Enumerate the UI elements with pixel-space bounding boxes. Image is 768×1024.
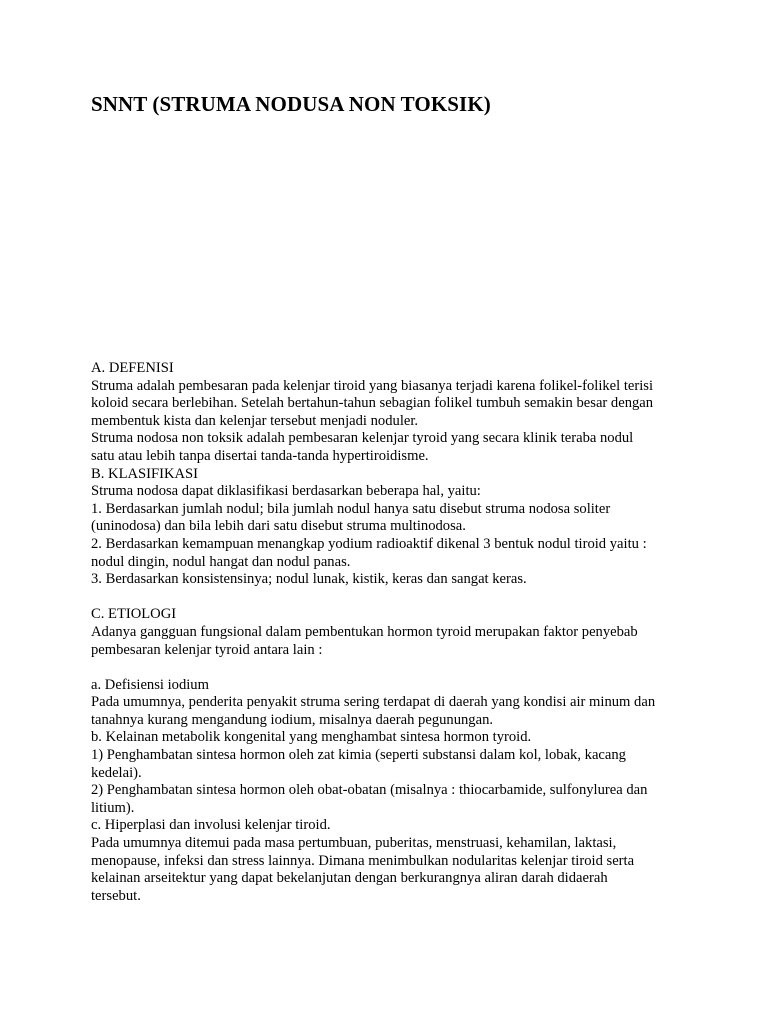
section-heading-defenisi: A. DEFENISI <box>91 360 174 376</box>
text-line: 3. Berdasarkan konsistensinya; nodul lunak, kistik, keras dan sangat keras. <box>91 571 527 588</box>
blank-line <box>91 659 691 677</box>
text-line: satu atau lebih tanpa disertai tanda-tanda hypertiroidisme. <box>91 447 429 464</box>
text-line: koloid secara berlebihan. Setelah bertahun-tahun sebagian folikel tumbuh semakin besar dengan <box>91 395 654 412</box>
text-line: pembesaran kelenjar tyroid antara lain : <box>91 641 323 658</box>
text-line: Struma nodosa dapat diklasifikasi berdasarkan beberapa hal, yaitu: <box>91 483 481 500</box>
section-heading-etiologi: C. ETIOLOGI <box>91 606 177 623</box>
text-line: menopause, infeksi dan stress lainnya. Dimana menimbulkan nodularitas kelenjar tiroid serta <box>91 852 635 869</box>
text-line: kelainan arseitektur yang dapat bekelanjutan dengan berkurangnya aliran darah didaerah <box>91 870 608 887</box>
text-line: litium). <box>91 799 135 816</box>
text-line: 1. Berdasarkan jumlah nodul; bila jumlah nodul hanya satu disebut struma nodosa soliter <box>91 500 611 517</box>
subsection-heading: b. Kelainan metabolik kongenital yang menghambat sintesa hormon tyroid. <box>91 729 532 746</box>
subsection-heading: c. Hiperplasi dan involusi kelenjar tiroid. <box>91 817 331 834</box>
document-body <box>91 360 691 905</box>
text-line: 1) Penghambatan sintesa hormon oleh zat kimia (seperti substansi dalam kol, lobak, kacang <box>91 747 626 764</box>
text-line: (uninodosa) dan bila lebih dari satu disebut struma multinodosa. <box>91 518 466 535</box>
text-line: Pada umumnya, penderita penyakit struma sering terdapat di daerah yang kondisi air minum dan <box>91 694 656 711</box>
text-line: kedelai). <box>91 764 142 781</box>
text-line: Adanya gangguan fungsional dalam pembentukan hormon tyroid merupakan faktor penyebab <box>91 623 638 640</box>
text-line: 2. Berdasarkan kemampuan menangkap yodium radioaktif dikenal 3 bentuk nodul tiroid yaitu : <box>91 535 647 552</box>
text-line: Struma adalah pembesaran pada kelenjar tiroid yang biasanya terjadi karena folikel-folikel terisi <box>91 377 654 394</box>
text-line: tanahnya kurang mengandung iodium, misalnya daerah pegunungan. <box>91 711 494 728</box>
text-line: nodul dingin, nodul hangat dan nodul panas. <box>91 553 351 570</box>
document-title: SNNT (STRUMA NODUSA NON TOKSIK) <box>91 92 491 116</box>
blank-line <box>91 589 691 607</box>
subsection-heading: a. Defisiensi iodium <box>91 676 209 693</box>
text-line: Pada umumnya ditemui pada masa pertumbuan, puberitas, menstruasi, kehamilan, laktasi, <box>91 835 617 852</box>
section-heading-klasifikasi: B. KLASIFIKASI <box>91 465 199 482</box>
text-line: tersebut. <box>91 887 141 904</box>
text-line: Struma nodosa non toksik adalah pembesaran kelenjar tyroid yang secara klinik teraba nodul <box>91 430 634 447</box>
text-line: membentuk kista dan kelenjar tersebut menjadi noduler. <box>91 412 419 429</box>
text-line: 2) Penghambatan sintesa hormon oleh obat-obatan (misalnya : thiocarbamide, sulfonylurea dan <box>91 782 648 799</box>
